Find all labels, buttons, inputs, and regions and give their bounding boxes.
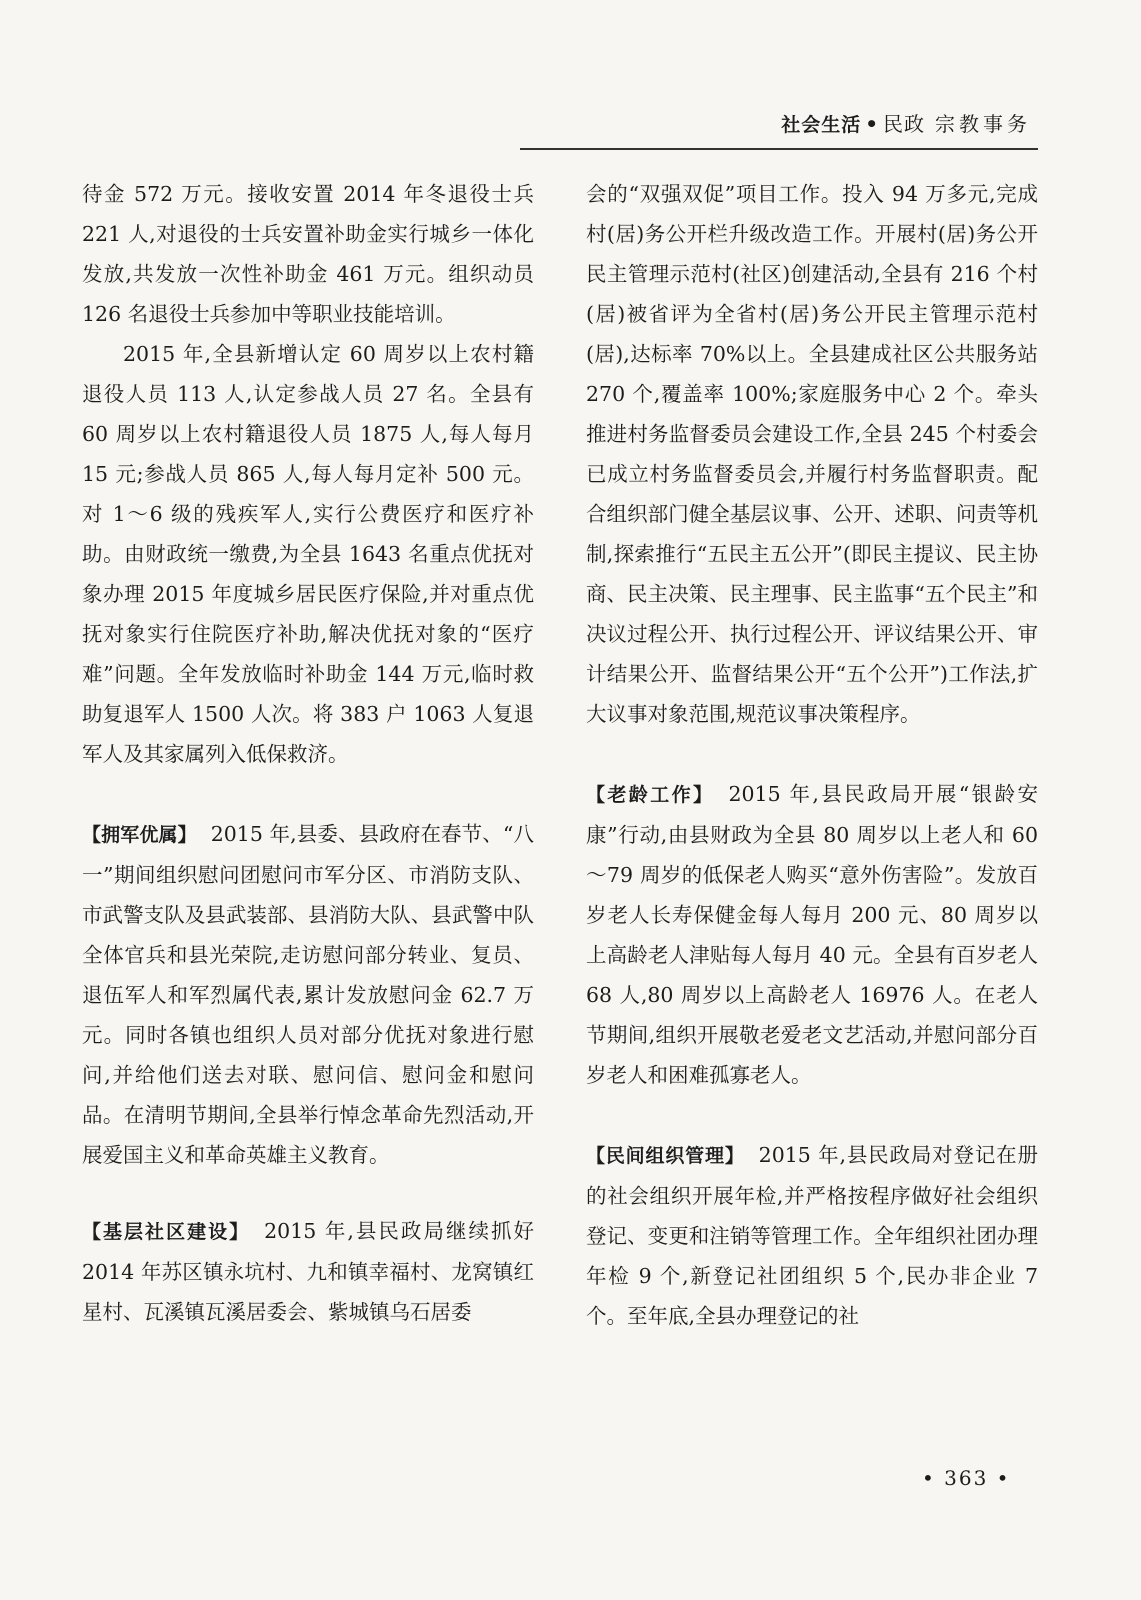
header-subsection: 宗教事务 <box>935 112 1031 136</box>
left-paragraph-2: 2015 年,全县新增认定 60 周岁以上农村籍退役人员 113 人,认定参战人员 27 名。全县有 60 周岁以上农村籍退役人员 1875 人,每人每月 15 元;参战人员 865 人,每人每月定补 500 元。对 1～6 级的残疾军人,实行公费医疗和医疗补助。由财政统一缴费,为全县 1643 名重点优抚对象办理 2015 年度城乡居民医疗保险,并对重点优抚对象实行住院医疗补助,解决优抚对象的“医疗难”问题。全年发放临时补助金 144 万元,临时救助复退军人 1500 人次。将 383 户 1063 人复退军人及其家属列入低保救济。 <box>82 342 534 766</box>
section-body: 2015 年,县民政局开展“银龄安康”行动,由县财政为全县 80 周岁以上老人和 60～79 周岁的低保老人购买“意外伤害险”。发放百岁老人长寿保健金每人每月 200 元、80 周岁以上高龄老人津贴每人每月 40 元。全县有百岁老人 68 人,80 周岁以上高龄老人 16976 人。在老人节期间,组织开展敬老爱老文艺活动,并慰问部分百岁老人和困难孤寡老人。 <box>586 782 1038 1087</box>
section-gap <box>82 1175 534 1211</box>
section-body: 2015 年,县民政局对登记在册的社会组织开展年检,并严格按程序做好社会组织登记、变更和注销等管理工作。全年组织社团办理年检 9 个,新登记社团组织 5 个,民办非企业 7 个。至年底,全县办理登记的社 <box>586 1143 1038 1328</box>
header-section: 社会生活 <box>781 114 862 136</box>
section-gap <box>586 1095 1038 1135</box>
section-civil-organizations <box>586 1135 1038 1336</box>
section-elderly-work <box>586 774 1038 1095</box>
header-chapter: 民政 <box>883 112 925 136</box>
section-gap <box>82 774 534 814</box>
right-paragraph-1: 会的“双强双促”项目工作。投入 94 万多元,完成村(居)务公开栏升级改造工作。开展村(居)务公开民主管理示范村(社区)创建活动,全县有 216 个村(居)被省评为全省村(居)务公开民主管理示范村(居),达标率 70%以上。全县建成社区公共服务站 270 个,覆盖率 100%;家庭服务中心 2 个。牵头推进村务监督委员会建设工作,全县 245 个村委会已成立村务监督委员会,并履行村务监督职责。配合组织部门健全基层议事、公开、述职、问责等机制,探索推行“五民主五公开”(即民主提议、民主协商、民主决策、民主理事、民主监事“五个民主”和决议过程公开、执行过程公开、评议结果公开、审计结果公开、监督结果公开“五个公开”)工作法,扩大议事对象范围,规范议事决策程序。 <box>586 182 1038 726</box>
right-column <box>586 174 1038 1336</box>
section-community-building <box>82 1211 534 1332</box>
page-number: • 363 • <box>922 1466 1011 1490</box>
header-rule <box>520 148 1038 150</box>
left-paragraph-1: 待金 572 万元。接收安置 2014 年冬退役士兵 221 人,对退役的士兵安置补助金实行城乡一体化发放,共发放一次性补助金 461 万元。组织动员 126 名退役士兵参加中等职业技能培训。 <box>82 182 534 326</box>
running-header <box>781 108 1031 137</box>
section-body: 2015 年,县委、县政府在春节、“八一”期间组织慰问团慰问市军分区、市消防支队、市武警支队及县武装部、县消防大队、县武警中队全体官兵和县光荣院,走访慰问部分转业、复员、退伍军人和军烈属代表,累计发放慰问金 62.7 万元。同时各镇也组织人员对部分优抚对象进行慰问,并给他们送去对联、慰问信、慰问金和慰问品。在清明节期间,全县举行悼念革命先烈活动,开展爱国主义和革命英雄主义教育。 <box>82 822 534 1167</box>
left-column <box>82 174 534 1332</box>
section-heading: 【老龄工作】 <box>586 784 715 806</box>
section-body: 2015 年,县民政局继续抓好 2014 年苏区镇永坑村、九和镇幸福村、龙窝镇红星村、瓦溪镇瓦溪居委会、紫城镇乌石居委 <box>82 1219 534 1324</box>
section-heading: 【基层社区建设】 <box>82 1221 251 1243</box>
section-heading: 【拥军优属】 <box>82 824 197 846</box>
section-heading: 【民间组织管理】 <box>586 1145 745 1167</box>
header-separator: • <box>865 112 879 136</box>
section-gap <box>586 734 1038 774</box>
section-army-support <box>82 814 534 1175</box>
